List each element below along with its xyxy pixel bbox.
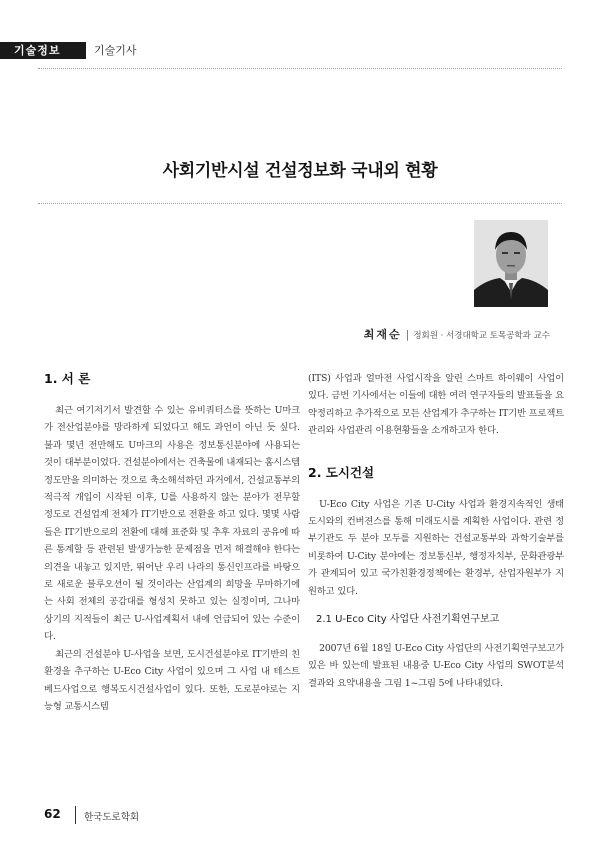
page-number: 62: [44, 807, 61, 821]
subsection-paragraph: 2007년 6월 18일 U-Eco City 사업단의 사전기획연구보고가 있은 바 있는데 발표된 내용중 U-Eco City 사업의 SWOT분석결과와 요약내용을 그림 1~그림 5에 나타내었다.: [308, 643, 564, 689]
author-affiliation: 정회원 · 서경대학교 토목공학과 교수: [413, 331, 550, 341]
section-subtitle: 기술기사: [94, 44, 137, 57]
section-heading-intro: 1. 서 론: [44, 371, 91, 386]
publisher-name: 한국도로학회: [84, 812, 140, 823]
author-byline: [364, 323, 550, 342]
byline-separator: |: [405, 328, 410, 341]
title-divider: [38, 203, 562, 204]
author-name: 최재순: [363, 328, 402, 341]
article-title: 사회기반시설 건설정보화 국내외 현황: [162, 161, 438, 181]
left-column: [44, 370, 300, 715]
section-tag: 기술정보: [0, 42, 86, 59]
intro-paragraph-1: 최근 여기저기서 발견할 수 있는 유비쿼터스를 뜻하는 U마크가 전산업분야를 망라하게 되었다고 해도 과언이 아닌 듯 싶다. 불과 몇년 전만해도 U마크의 사용은 정보통신분야에 사용되는 것이 대부분이었다. 건설분야에서는 건축물에 내재되는 홈시스템 정도만을 의미하는 것으로 축소해석하던 과거에서, 건설교통부의 적극적 개입이 시작된 이후, U를 사용하지 않는 분야가 전무할 정도로 건설업계 전체가 IT기반으로 전환을 하고 있다. 몇몇 사람들은 IT기반으로의 전환에 대해 표준화 및 추후 자료의 공유에 따른 통계할 등 관련된 발생가능한 문제점을 먼저 해결해야 한다는 의견을 내놓고 있지만, 뛰어난 우리 나라의 통신인프라를 바탕으로 새로운 블루오션이 될 것이라는 산업계의 희망을 무마하기에는 사회 전체의 공감대를 형성치 못하고 있는 실정이며, 그나마 상기의 지적들이 최근 U-사업계획서 내에 언급되어 있는 수준이다.: [44, 405, 300, 643]
right-column: [308, 370, 564, 692]
section-heading-urban: 2. 도시건설: [308, 464, 375, 480]
intro-paragraph-2: 최근의 건설분야 U-사업을 보면, 도시건설분야로 IT기반의 친환경을 추구하는 U-Eco City 사업이 있으며 그 사업 내 테스트베드사업으로 행복도시건설사업이 있다. 또한, 도로분야로는 지능형 교통시스템: [44, 648, 300, 712]
footer-divider: [75, 806, 76, 824]
header-divider: [38, 68, 562, 69]
subsection-heading: 2.1 U-Eco City 사업단 사전기획연구보고: [316, 614, 500, 626]
intro-continued-paragraph: (ITS) 사업과 얼마전 사업시작을 알린 스마트 하이웨이 사업이 있다. 금번 기사에서는 이들에 대한 여러 연구자들의 발표들을 요약정리하고 추가적으로 모든 산업계가 추구하는 IT기반 프로젝트관리와 사업관리 이용현황들을 소개하고자 한다.: [308, 373, 565, 437]
author-photo: [474, 220, 548, 307]
urban-paragraph: U-Eco City 사업은 기존 U-City 사업과 환경지속적인 생태도시와의 컨버젼스를 통해 미래도시를 계획한 사업이다. 관련 정부기관도 두 분야 모두를 지원하는 건설교통부와 과학기술부를 비롯하여 U-City 분야에는 정보통신부, 행정자치부, 문화관광부가 관계되어 있고 국가친환경정책에는 환경부, 산업자원부가 지원하고 있다.: [308, 498, 564, 597]
